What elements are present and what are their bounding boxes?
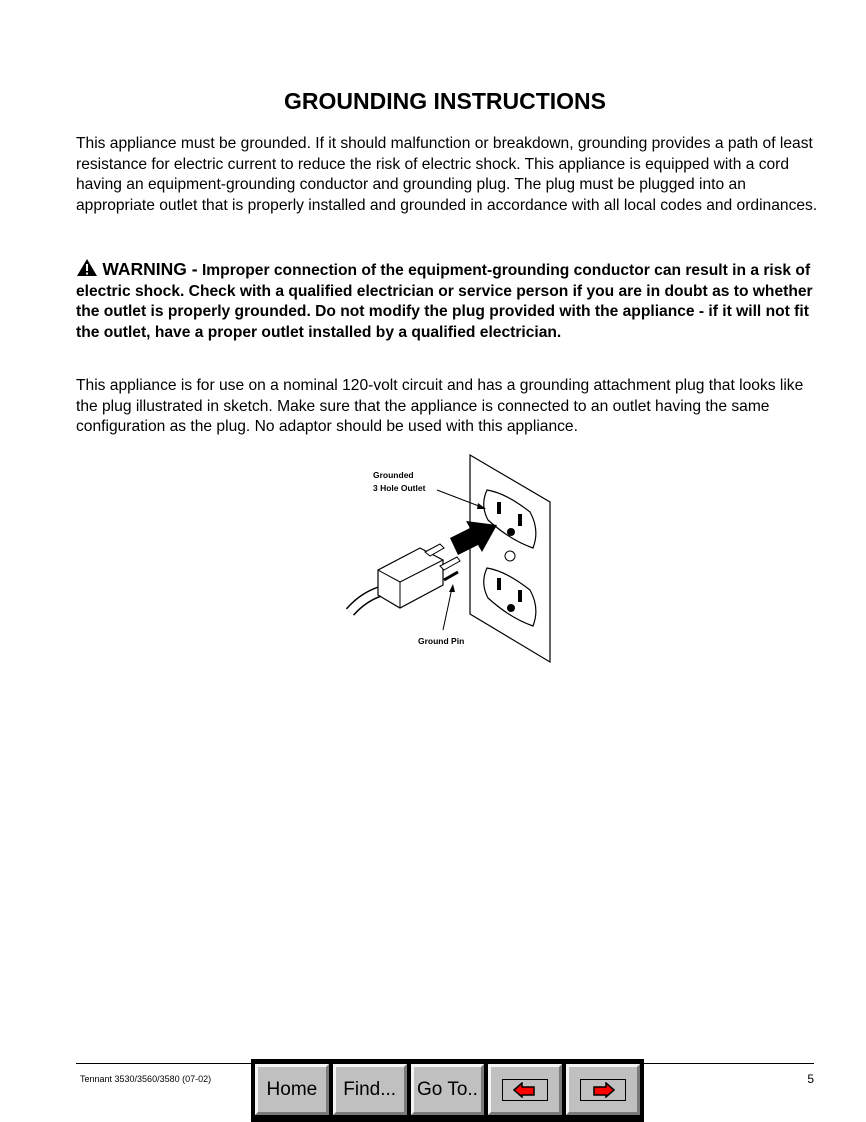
warning-text: Improper connection of the equipment-grounding conductor can result in a risk of electric shock. Check with a qualified electrician or service person if you are in doubt as to whether the outlet is properly grounded. Do not modify the plug provided with the appliance - if it will not fit the outlet, have a proper outlet installed by a qualified electrician. — [76, 262, 813, 341]
navigation-bar — [251, 1059, 644, 1122]
warning-label: WARNING - — [102, 259, 198, 279]
intro-paragraph: This appliance must be grounded. If it should malfunction or breakdown, grounding provides a path of least resistance for electric current to reduce the risk of electric shock. This appliance is equipped with a cord having an equipment-grounding conductor and grounding plug. The plug must be plugged into an appropriate outlet that is properly installed and grounded in accordance with all local codes and ordinances. — [76, 135, 818, 214]
next-page-button[interactable] — [566, 1064, 640, 1115]
plug-outlet-illustration — [340, 450, 560, 670]
outlet-label-line2: 3 Hole Outlet — [373, 483, 426, 493]
arrow-left-icon — [502, 1079, 548, 1101]
page-number: 5 — [807, 1072, 814, 1086]
goto-button[interactable]: Go To.. — [411, 1064, 485, 1115]
page-title: GROUNDING INSTRUCTIONS — [284, 88, 606, 114]
warning-icon — [76, 262, 98, 279]
find-button[interactable]: Find... — [333, 1064, 407, 1115]
usage-paragraph: This appliance is for use on a nominal 120-volt circuit and has a grounding attachment plug that looks like the plug illustrated in sketch. Make sure that the appliance is connected to an outlet having the same configuration as the plug. No adaptor should be used with this appliance. — [76, 377, 804, 435]
outlet-label-line1: Grounded — [373, 470, 414, 480]
arrow-right-icon — [580, 1079, 626, 1101]
previous-page-button[interactable] — [488, 1064, 562, 1115]
ground-pin-label: Ground Pin — [418, 636, 465, 646]
footer-doc-id: Tennant 3530/3560/3580 (07-02) — [80, 1074, 212, 1084]
warning-block — [76, 258, 821, 343]
home-button[interactable]: Home — [255, 1064, 329, 1115]
